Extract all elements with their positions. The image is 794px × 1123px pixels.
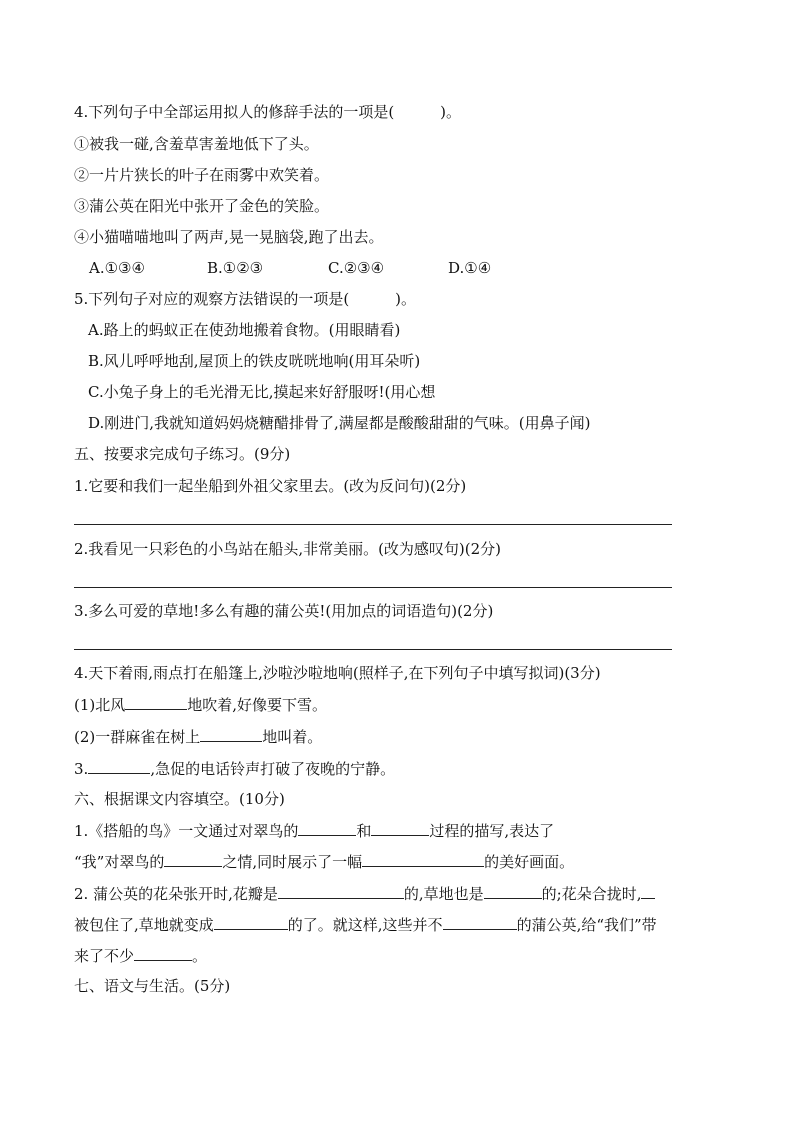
fill-blank[interactable]	[164, 851, 222, 867]
p2-text: 的了。就这样,这些并不	[287, 916, 443, 934]
fill-blank[interactable]	[134, 945, 192, 961]
fill-blank[interactable]	[200, 726, 262, 742]
section6-title: 六、根据课文内容填空。(10分)	[74, 790, 285, 808]
q5-stem	[74, 289, 416, 309]
section6-p2-line2	[74, 914, 657, 935]
p1-text: 1.《搭船的鸟》一文通过对翠鸟的	[74, 822, 299, 840]
fill-blank[interactable]	[362, 851, 484, 867]
q5-option-c[interactable]: C.小兔子身上的毛光滑无比,摸起来好舒服呀!(用心想	[88, 383, 436, 401]
fill-blank[interactable]	[641, 883, 655, 899]
p1-text: 的美好画面。	[484, 853, 575, 871]
q4-1-text-end: 地吹着,好像要下雪。	[187, 696, 328, 714]
fill-blank[interactable]	[278, 883, 404, 899]
p2-text: 的;花朵合拢时,	[541, 885, 642, 903]
q5-stem-end: )。	[395, 290, 417, 308]
section5-q1: 1.它要和我们一起坐船到外祖父家里去。(改为反问句)(2分)	[74, 477, 467, 495]
fill-blank[interactable]	[298, 820, 356, 836]
section5-q3: 3.多么可爱的草地!多么有趣的蒲公英!(用加点的词语造句)(2分)	[74, 602, 494, 620]
q5-option-a[interactable]: A.路上的蚂蚁正在使劲地搬着食物。(用眼睛看)	[88, 321, 401, 339]
q4-item: ④小猫喵喵地叫了两声,晃一晃脑袋,跑了出去。	[74, 228, 384, 246]
q4-item: ③蒲公英在阳光中张开了金色的笑脸。	[74, 197, 330, 215]
p1-text: 和	[356, 822, 372, 840]
q4-option-a[interactable]: A.①③④	[89, 259, 145, 277]
section5-q4-3	[74, 758, 395, 779]
fill-blank[interactable]	[484, 883, 542, 899]
p2-text: 的蒲公英,给“我们”带	[516, 916, 657, 934]
p1-text: 之情,同时展示了一幅	[222, 853, 363, 871]
q4-item: ②一片片狭长的叶子在雨雾中欢笑着。	[74, 166, 330, 184]
q4-1-text: (1)北风	[74, 696, 126, 714]
q5-stem-text: 5.下列句子对应的观察方法错误的一项是(	[74, 290, 350, 308]
q4-2-text: (2)一群麻雀在树上	[74, 728, 201, 746]
p2-text: 。	[192, 947, 208, 965]
section7-title: 七、语文与生活。(5分)	[74, 977, 231, 995]
section6-p2-line1	[74, 883, 655, 904]
answer-line[interactable]	[74, 649, 672, 650]
section6-p2-line3	[74, 945, 207, 966]
p1-text: “我”对翠鸟的	[74, 853, 165, 871]
fill-blank[interactable]	[214, 914, 288, 930]
section5-q4: 4.天下着雨,雨点打在船篷上,沙啦沙啦地响(照样子,在下列句子中填写拟词)(3分)	[74, 664, 601, 682]
q4-option-b[interactable]: B.①②③	[207, 259, 264, 277]
q4-stem-end: )。	[440, 103, 462, 121]
p2-text: 被包住了,草地就变成	[74, 916, 214, 934]
section5-title: 五、按要求完成句子练习。(9分)	[74, 445, 291, 463]
p2-text: 来了不少	[74, 947, 135, 965]
q4-3-text: 3.	[74, 760, 89, 778]
q4-stem	[74, 102, 461, 122]
fill-blank[interactable]	[88, 758, 150, 774]
q4-stem-text: 4.下列句子中全部运用拟人的修辞手法的一项是(	[74, 103, 395, 121]
section5-q2: 2.我看见一只彩色的小鸟站在船头,非常美丽。(改为感叹句)(2分)	[74, 540, 502, 558]
fill-blank[interactable]	[371, 820, 429, 836]
section6-p1-line2	[74, 851, 574, 872]
q4-option-c[interactable]: C.②③④	[328, 259, 385, 277]
p2-text: 2. 蒲公英的花朵张开时,花瓣是	[74, 885, 278, 903]
p2-text: 的,草地也是	[403, 885, 484, 903]
answer-line[interactable]	[74, 587, 672, 588]
p1-text: 过程的描写,表达了	[429, 822, 555, 840]
q4-option-d[interactable]: D.①④	[448, 259, 492, 277]
q5-option-b[interactable]: B.风儿呼呼地刮,屋顶上的铁皮咣咣地响(用耳朵听)	[88, 352, 421, 370]
q4-3-text-end: ,急促的电话铃声打破了夜晚的宁静。	[150, 760, 396, 778]
section6-p1-line1	[74, 820, 554, 841]
q4-2-text-end: 地叫着。	[262, 728, 323, 746]
q4-item: ①被我一碰,含羞草害羞地低下了头。	[74, 135, 319, 153]
fill-blank[interactable]	[443, 914, 517, 930]
answer-line[interactable]	[74, 524, 672, 525]
section5-q4-1	[74, 694, 327, 715]
section5-q4-2	[74, 726, 322, 747]
fill-blank[interactable]	[125, 694, 187, 710]
q5-option-d[interactable]: D.刚进门,我就知道妈妈烧糖醋排骨了,满屋都是酸酸甜甜的气味。(用鼻子闻)	[88, 414, 591, 432]
